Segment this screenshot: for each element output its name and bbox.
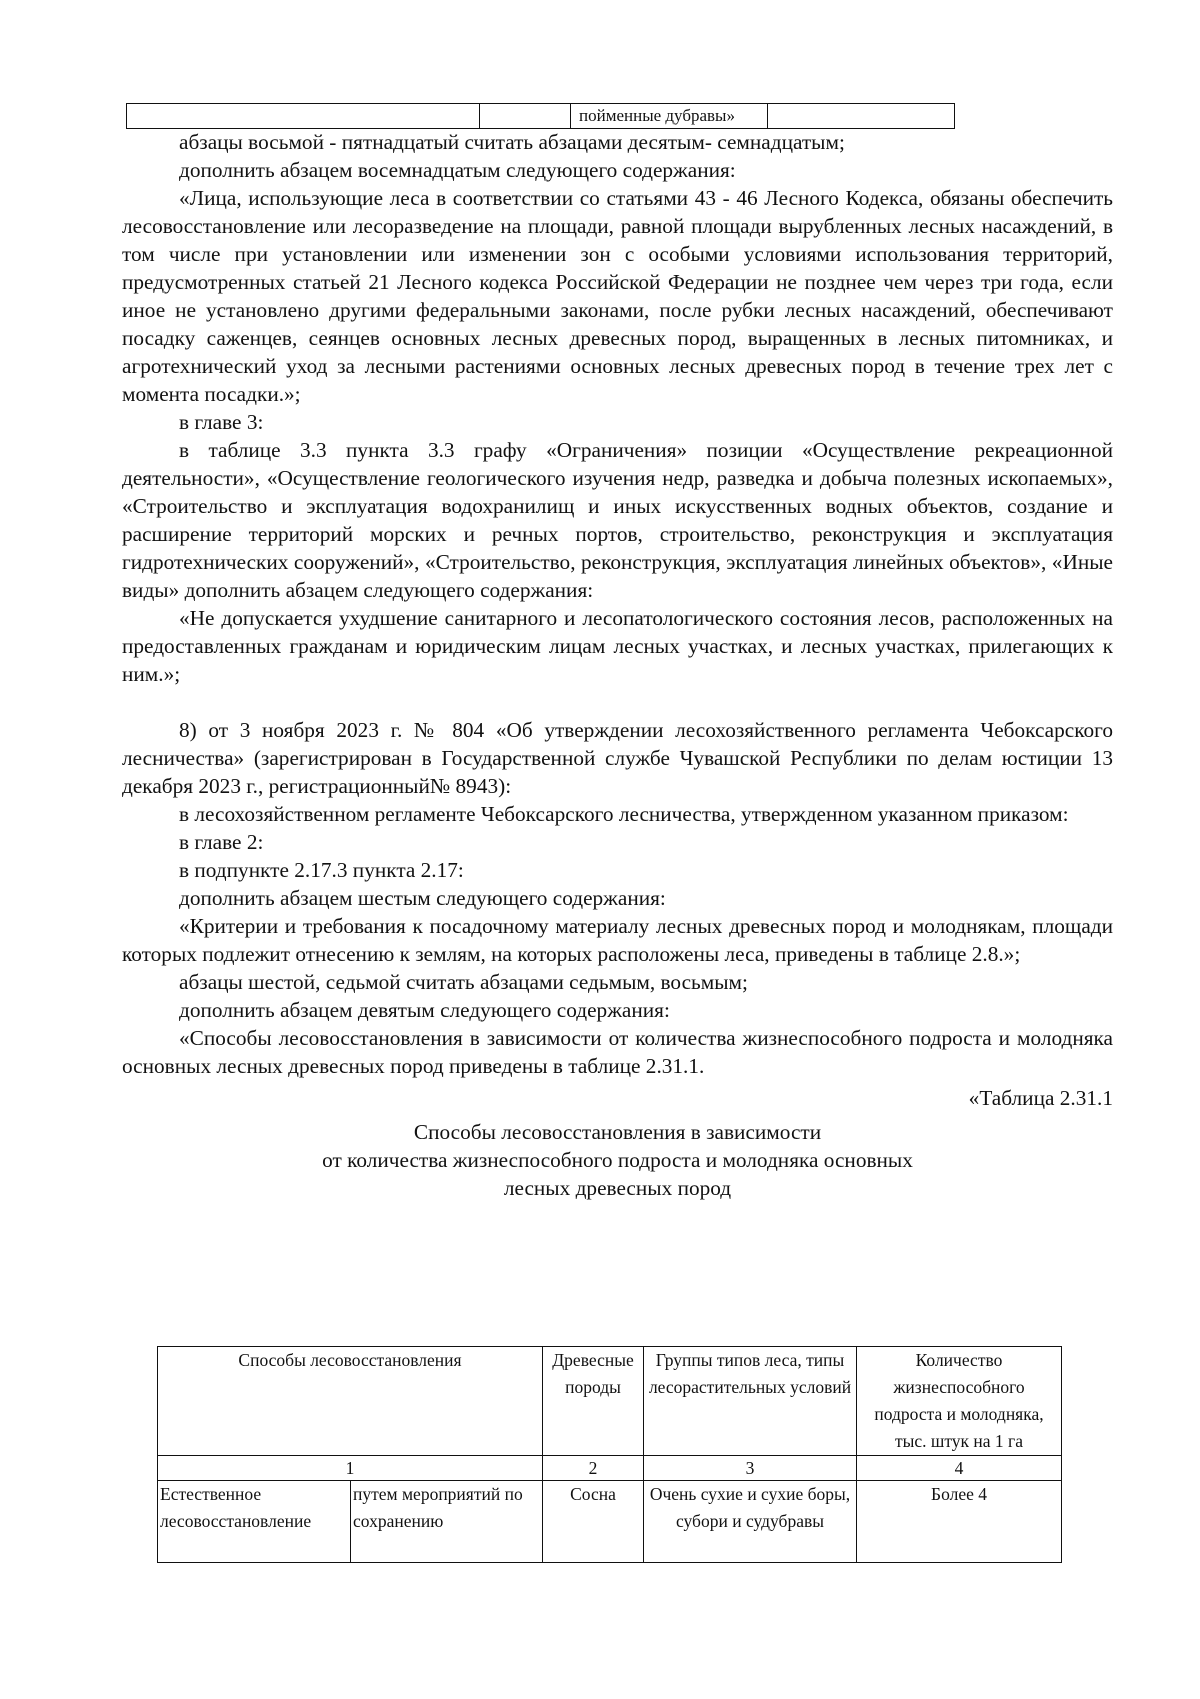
table-cell — [480, 104, 571, 129]
paragraph: в главе 3: — [179, 410, 264, 434]
paragraph: абзацы шестой, седьмой считать абзацами седьмым, восьмым; — [179, 970, 748, 994]
column-numbers-row — [158, 1456, 1062, 1481]
quoted-paragraph: «Лица, использующие леса в соответствии со статьями 43 - 46 Лесного Кодекса, обязаны обеспечить лесовосстановление или лесоразведение на площади, равной площади вырубленных лесных насаждений, в том числе при установлении или изменении зон с особыми условиями использования территорий, предусмотренных статьей 21 Лесного кодекса Российской Федерации не позднее чем через три года, если иное не установлено другими федеральными законами, после рубки лесных насаждений, обеспечивают посадку саженцев, сеянцев основных лесных древесных пород, выращенных в лесных питомниках, и агротехнический уход за лесными растениями основных лесных древесных пород в течение трех лет с момента посадки.»; — [122, 186, 1113, 406]
table-title-line: лесных древесных пород — [503, 1176, 732, 1200]
cell-submethod: путем мероприятий по сохранению — [351, 1481, 543, 1563]
column-number: 3 — [644, 1456, 857, 1481]
paragraph: в лесохозяйственном регламенте Чебоксарского лесничества, утвержденном указанном приказом: — [179, 802, 1069, 826]
header-methods: Способы лесовосстановления — [158, 1347, 543, 1456]
header-forest-types: Группы типов леса, типы лесорастительных условий — [644, 1347, 857, 1456]
table-label: «Таблица 2.31.1 — [968, 1086, 1113, 1110]
column-number: 2 — [543, 1456, 644, 1481]
paragraph: в таблице 3.3 пункта 3.3 графу «Ограничения» позиции «Осуществление рекреационной деятельности», «Осуществление геологического изучения недр, разведка и добыча полезных ископаемых», «Строительство и эксплуатация водохранилищ и иных искусственных водных объектов, создание и расширение территорий морских и речных портов, строительство, реконструкция и эксплуатация гидротехнических сооружений», «Строительство, реконструкция, эксплуатация линейных объектов», «Иные виды» дополнить абзацем следующего содержания: — [122, 438, 1113, 602]
table-title — [122, 1118, 1113, 1202]
cell-forest-types: Очень сухие и сухие боры, субори и судубравы — [644, 1481, 857, 1563]
table-cell — [127, 104, 480, 129]
quoted-paragraph: «Не допускается ухудшение санитарного и лесопатологического состояния лесов, расположенных на предоставленных гражданам и юридическим лицам лесных участках, и лесных участках, прилегающих к ним.»; — [122, 606, 1113, 686]
paragraph: в подпункте 2.17.3 пункта 2.17: — [179, 858, 464, 882]
table-row — [158, 1481, 1062, 1563]
numbered-item-8: 8) от 3 ноября 2023 г. № 804 «Об утверждении лесохозяйственного регламента Чебоксарского лесничества» (зарегистрирован в Государственной службе Чувашской Республики по делам юстиции 13 декабря 2023 г., регистрационный№ 8943): — [122, 718, 1113, 798]
paragraph: в главе 2: — [179, 830, 264, 854]
cell-method: Естественное лесовосстановление — [158, 1481, 351, 1563]
document-body — [122, 128, 1113, 1202]
paragraph: дополнить абзацем восемнадцатым следующего содержания: — [179, 158, 736, 182]
paragraph: дополнить абзацем шестым следующего содержания: — [179, 886, 666, 910]
header-species: Древесные породы — [543, 1347, 644, 1456]
paragraph: абзацы восьмой - пятнадцатый считать абзацами десятым- семнадцатым; — [179, 130, 845, 154]
table-title-line: Способы лесовосстановления в зависимости — [413, 1120, 822, 1144]
table-cell: пойменные дубравы» — [571, 104, 768, 129]
quoted-paragraph: «Критерии и требования к посадочному материалу лесных древесных пород и молоднякам, площади которых подлежит отнесению к землям, на которых расположены леса, приведены в таблице 2.8.»; — [122, 914, 1113, 966]
quoted-paragraph: «Способы лесовосстановления в зависимости от количества жизнеспособного подроста и молодняка основных лесных древесных пород приведены в таблице 2.31.1. — [122, 1026, 1113, 1078]
reforestation-methods-table — [157, 1346, 1062, 1563]
table-row — [127, 104, 955, 129]
cell-species: Сосна — [543, 1481, 644, 1563]
column-number: 4 — [857, 1456, 1062, 1481]
column-number: 1 — [158, 1456, 543, 1481]
table-header-row — [158, 1347, 1062, 1456]
table-cell — [768, 104, 955, 129]
table-title-line: от количества жизнеспособного подроста и молодняка основных — [322, 1148, 913, 1172]
paragraph: дополнить абзацем девятым следующего содержания: — [179, 998, 670, 1022]
cell-quantity: Более 4 — [857, 1481, 1062, 1563]
header-quantity: Количество жизнеспособного подроста и молодняка, тыс. штук на 1 га — [857, 1347, 1062, 1456]
continued-table-fragment — [126, 103, 955, 129]
